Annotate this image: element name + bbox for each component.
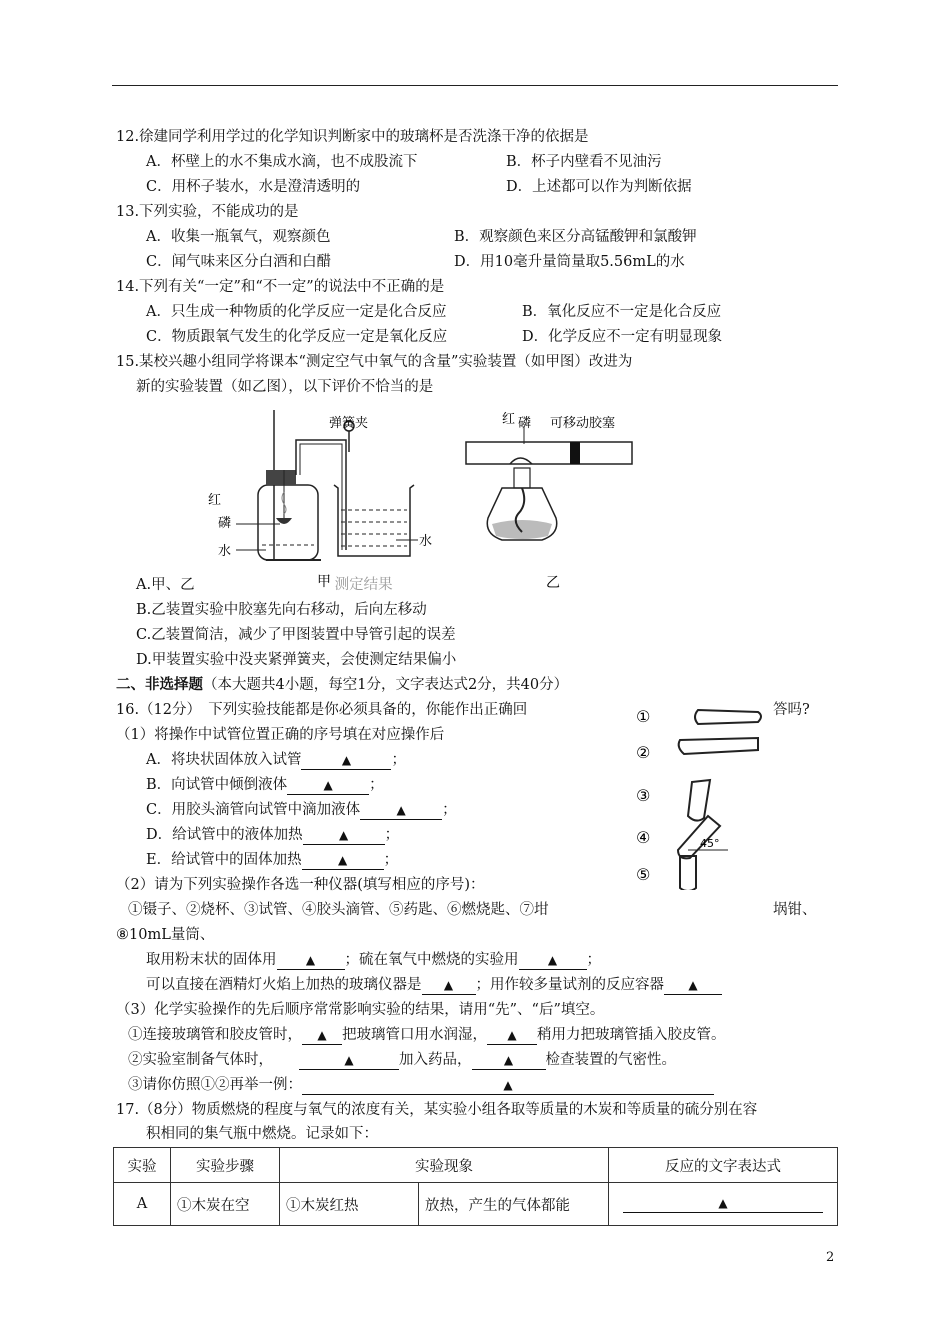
q16-2-sulfur-blank[interactable] xyxy=(519,952,587,970)
q16-3b-text2: 加入药品， xyxy=(399,1052,472,1068)
tube-number-4: ④ xyxy=(636,828,651,847)
q14-option-c: C．物质跟氧气发生的化学反应一定是氧化反应 xyxy=(146,329,448,345)
answer-triangle: ▲ xyxy=(688,978,698,992)
q16-3b xyxy=(128,1050,676,1070)
q16-1e xyxy=(146,850,398,870)
q16-1b xyxy=(146,775,384,795)
q13-option-d: D．用10毫升量筒量取5.56mL的水 xyxy=(454,254,685,270)
semicolon: ； xyxy=(384,827,400,843)
answer-triangle: ▲ xyxy=(317,1028,327,1042)
water-right-label: 水 xyxy=(419,534,433,549)
header-expression: 反应的文字表达式 xyxy=(609,1148,838,1183)
q16-1d-answer-blank[interactable] xyxy=(303,827,385,845)
section2-title: 二、非选择题 xyxy=(116,676,203,693)
answer-triangle: ▲ xyxy=(507,1028,517,1042)
q16-3a-text1: ①连接玻璃管和胶皮管时， xyxy=(128,1027,302,1043)
q16-1a xyxy=(146,750,406,770)
q13-stem: 13.下列实验，不能成功的是 xyxy=(116,204,299,220)
q15-option-a-tail: 测定结果 xyxy=(334,577,393,593)
answer-triangle: ▲ xyxy=(344,1053,354,1067)
q16-2-line2 xyxy=(146,975,722,995)
q16-3a-text3: 稍用力把玻璃管插入胶皮管。 xyxy=(537,1027,726,1043)
q16-stem-a: 16.（12分） 下列实验技能都是你必须具备的，你能作出正确回 xyxy=(116,702,528,718)
q13-option-c: C．闻气味来区分白酒和白醋 xyxy=(146,254,332,270)
q16-3b-blank1[interactable] xyxy=(299,1052,399,1070)
header-steps: 实验步骤 xyxy=(171,1148,280,1183)
q16-2-powder-text: 取用粉末状的固体用 xyxy=(146,952,277,968)
q16-1e-answer-blank[interactable] xyxy=(302,852,384,870)
q15-option-a xyxy=(136,575,393,595)
tube-number-3: ③ xyxy=(636,786,651,805)
movable-stopper-icon xyxy=(570,442,580,464)
q15-stem-line2: 新的实验装置（如乙图），以下评价不恰当的是 xyxy=(136,379,434,395)
q14-option-b: B．氧化反应不一定是化合反应 xyxy=(522,304,722,320)
q16-instrument-list-c: ⑧10mL量筒、 xyxy=(116,927,215,943)
answer-triangle: ▲ xyxy=(323,778,333,792)
answer-triangle: ▲ xyxy=(337,853,348,867)
phosphorus-label: 磷 xyxy=(218,516,232,531)
lamp-alcohol xyxy=(492,520,552,539)
q16-1a-answer-blank[interactable] xyxy=(301,752,391,770)
table-header-row xyxy=(114,1148,838,1183)
q16-3a-blank2[interactable] xyxy=(487,1027,537,1045)
q12-option-a: A．杯壁上的水不集成水滴，也不成股流下 xyxy=(146,154,418,170)
section2-note: （本大题共4小题，每空1分，文字表达式2分，共40分） xyxy=(203,677,569,693)
q15-option-d: D.甲装置实验中没夹紧弹簧夹，会使测定结果偏小 xyxy=(136,652,457,668)
tube-number-1: ① xyxy=(636,707,651,726)
section2-heading xyxy=(116,675,568,695)
figure-jia-label: 甲 xyxy=(317,574,331,590)
answer-triangle: ▲ xyxy=(396,803,406,817)
q17-stem-line1: 17.（8分）物质燃烧的程度与氧气的浓度有关，某实验小组各取等质量的木炭和等质量的硫分别在容 xyxy=(116,1102,758,1118)
q16-1d-text: D．给试管中的液体加热 xyxy=(146,827,303,843)
q15-option-c: C.乙装置简洁，减少了甲图装置中导管引起的误差 xyxy=(136,627,456,643)
q16-3b-text1: ②实验室制备气体时， xyxy=(128,1052,273,1068)
header-phenomenon: 实验现象 xyxy=(280,1148,609,1183)
answer-triangle: ▲ xyxy=(503,1053,514,1067)
q13-option-a: A．收集一瓶氧气，观察颜色 xyxy=(146,229,331,245)
table-row xyxy=(114,1183,838,1226)
q16-instrument-list-a: ①镊子、②烧杯、③试管、④胶头滴管、⑤药匙、⑥燃烧匙、⑦坩 xyxy=(128,902,549,918)
row-phenomenon-2: 放热，产生的气体都能 xyxy=(419,1183,609,1226)
q16-2-powder-blank[interactable] xyxy=(277,952,345,970)
q16-3a xyxy=(128,1025,726,1045)
q16-2-line1 xyxy=(146,950,601,970)
answer-triangle: ▲ xyxy=(503,1078,513,1092)
apparatus-yi-figure xyxy=(462,404,642,594)
q16-3b-blank2[interactable] xyxy=(472,1052,546,1070)
q16-3a-blank1[interactable] xyxy=(302,1027,342,1045)
q16-3c xyxy=(128,1075,714,1095)
q12-option-c: C．用杯子装水，水是澄清透明的 xyxy=(146,179,361,195)
lamp-neck xyxy=(514,468,530,488)
angle-label: 45° xyxy=(700,837,720,850)
test-tube-1-horizontal xyxy=(695,710,761,724)
q14-option-d: D．化学反应不一定有明显现象 xyxy=(522,329,723,345)
q16-1c-answer-blank[interactable] xyxy=(360,802,442,820)
answer-triangle: ▲ xyxy=(305,953,316,967)
red-label-2: 红 xyxy=(502,412,516,427)
phosphorus-flame xyxy=(510,458,532,464)
q15-option-a-head: A.甲、乙 xyxy=(136,577,195,593)
test-tube-positions-figure xyxy=(628,700,768,890)
q12-option-b: B．杯子内壁看不见油污 xyxy=(506,154,662,170)
answer-triangle: ▲ xyxy=(443,978,454,992)
q16-2-sulfur-text: ；硫在氧气中燃烧的实验用 xyxy=(344,952,519,968)
water-left-label: 水 xyxy=(218,544,232,559)
q16-part3: （3）化学实验操作的先后顺序常常影响实验的结果，请用“先”、“后”填空。 xyxy=(116,1002,605,1018)
q16-stem-b: 答吗? xyxy=(773,702,810,718)
q16-part2: （2）请为下列实验操作各选一种仪器(填写相应的序号)： xyxy=(116,877,485,893)
apparatus-jia-figure xyxy=(196,400,446,595)
red-label: 红 xyxy=(208,493,222,508)
glass-tube xyxy=(466,442,632,464)
q16-part1: （1）将操作中试管位置正确的序号填在对应操作后 xyxy=(116,727,445,743)
q16-1b-text: B．向试管中倾倒液体 xyxy=(146,777,288,793)
q17-stem-line2: 积相同的集气瓶中燃烧。记录如下： xyxy=(146,1126,378,1142)
row-expression-cell xyxy=(609,1183,838,1226)
q14-stem: 14.下列有关“一定”和“不一定”的说法中不正确的是 xyxy=(116,279,445,295)
phosphorus-label-2: 磷 xyxy=(518,416,532,431)
semicolon: ； xyxy=(586,952,601,968)
spring-clip-label: 弹簧夹 xyxy=(329,416,369,431)
header-rule xyxy=(112,85,838,86)
q16-3c-text: ③请你仿照①②再举一例： xyxy=(128,1077,302,1093)
q17-record-table xyxy=(113,1147,838,1226)
q16-2-container-blank[interactable] xyxy=(664,977,722,995)
q16-2-heating-text: 可以直接在酒精灯火焰上加热的玻璃仪器是 xyxy=(146,977,422,993)
answer-triangle: ▲ xyxy=(718,1196,728,1210)
q16-1d xyxy=(146,825,399,845)
q14-option-a: A．只生成一种物质的化学反应一定是化合反应 xyxy=(146,304,447,320)
answer-triangle: ▲ xyxy=(547,953,558,967)
q16-2-container-text: ；用作较多量试剂的反应容器 xyxy=(475,977,664,993)
tube-number-2: ② xyxy=(636,743,651,762)
row-step: ①木炭在空 xyxy=(171,1183,280,1226)
combustion-spoon xyxy=(276,518,292,524)
answer-triangle: ▲ xyxy=(339,828,349,842)
q15-stem-line1: 15.某校兴趣小组同学将课本“测定空气中氧气的含量”实验装置（如甲图）改进为 xyxy=(116,354,633,370)
q15-option-b: B.乙装置实验中胶塞先向右移动，后向左移动 xyxy=(136,602,427,618)
q16-1b-answer-blank[interactable] xyxy=(287,777,369,795)
q12-stem: 12.徐建同学利用学过的化学知识判断家中的玻璃杯是否洗涤干净的依据是 xyxy=(116,129,589,145)
movable-stopper-label: 可移动胶塞 xyxy=(550,416,616,431)
q16-2-heating-blank[interactable] xyxy=(422,977,476,995)
q16-1c-text: C．用胶头滴管向试管中滴加液体 xyxy=(146,802,361,818)
page-number: 2 xyxy=(826,1250,835,1265)
q12-option-d: D．上述都可以作为判断依据 xyxy=(506,179,692,195)
q16-3a-text2: 把玻璃管口用水润湿， xyxy=(342,1027,487,1043)
row-phenomenon-1: ①木炭红热 xyxy=(280,1183,419,1226)
q16-1a-text: A．将块状固体放入试管 xyxy=(146,752,302,768)
test-tube-3-vertical-tilt xyxy=(688,780,710,821)
q16-1e-text: E．给试管中的固体加热 xyxy=(146,852,302,868)
semicolon: ； xyxy=(383,852,399,868)
test-tube-5-upright xyxy=(680,856,696,890)
semicolon: ； xyxy=(369,777,384,793)
answer-triangle: ▲ xyxy=(341,753,352,767)
tube-number-5: ⑤ xyxy=(636,865,651,884)
q16-1c xyxy=(146,800,457,820)
test-tube-2-tilted xyxy=(679,738,758,754)
semicolon: ； xyxy=(391,752,406,768)
figure-yi-label: 乙 xyxy=(546,575,560,591)
header-experiment: 实验 xyxy=(114,1148,171,1183)
q16-3b-text3: 检查装置的气密性。 xyxy=(545,1052,676,1068)
q13-option-b: B．观察颜色来区分高锰酸钾和氯酸钾 xyxy=(454,229,697,245)
bottle-stopper xyxy=(266,470,296,485)
q16-instrument-list-b: 埚钳、 xyxy=(773,902,817,918)
semicolon: ； xyxy=(442,802,457,818)
row-experiment-id: A xyxy=(114,1183,171,1226)
q16-3c-blank[interactable] xyxy=(302,1077,714,1095)
row-expression-blank[interactable] xyxy=(623,1195,823,1213)
conduit-tube-inner xyxy=(300,444,342,550)
